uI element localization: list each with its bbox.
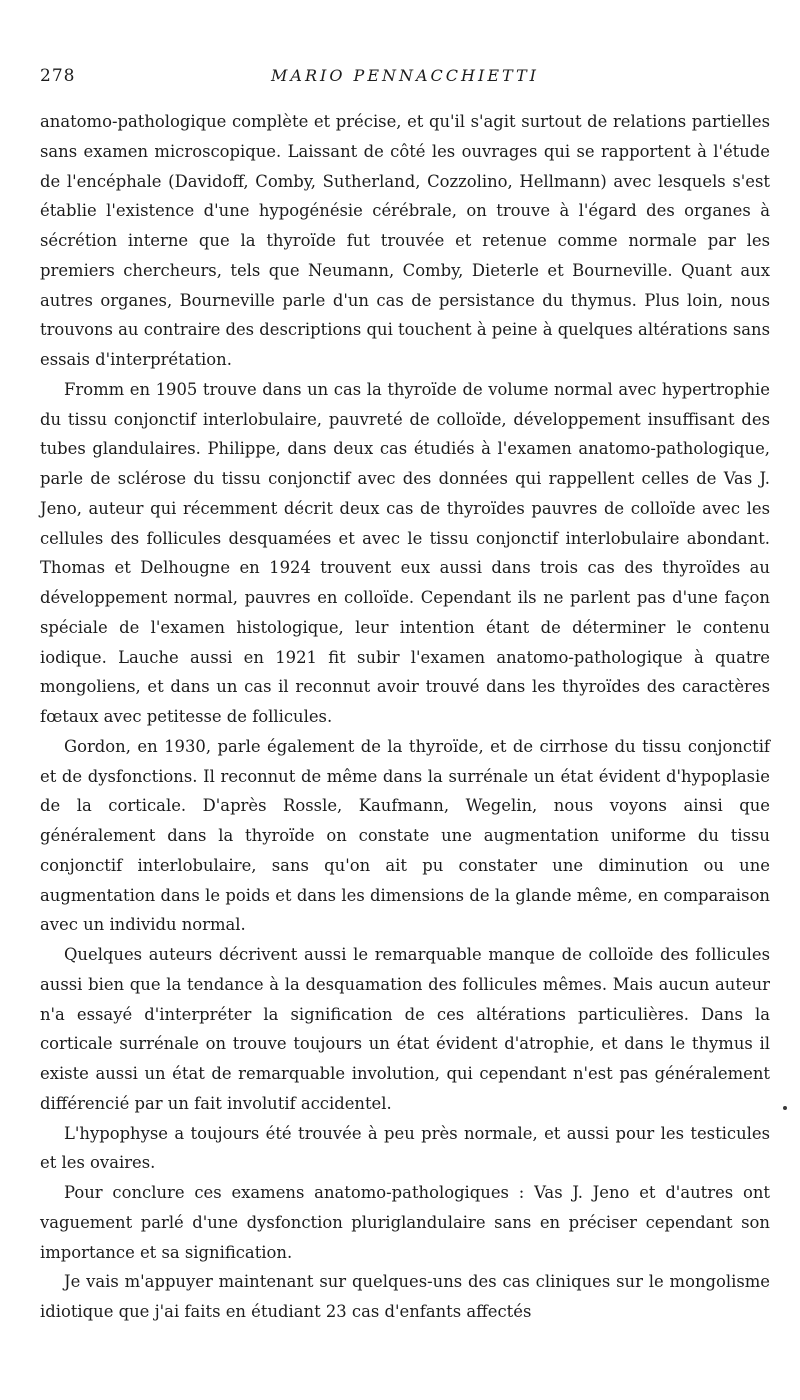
paragraph-continued: anatomo-pathologique complète et précise, et qu'il s'agit surtout de relations partielles sans examen microscopique. Laissant de côté les ouvrages qui se rapportent à l'étude de l'encéphale (Davidoff, Comby, Sutherland, Cozzolino, Hellmann) avec lesquels s'est établie l'existence d'une hypogénésie cérébrale, on trouve à l'égard des organes à sécrétion interne que la thyroïde fut trouvée et retenue comme normale par les premiers chercheurs, tels que Neumann, Comby, Dieterle et Bourneville. Quant aux autres organes, Bourneville parle d'un cas de persistance du thymus. Plus loin, nous trouvons au contraire des descriptions qui touchent à peine à quelques altérations sans essais d'interprétation. [40, 112, 770, 369]
page-header [40, 66, 770, 90]
running-head: MARIO PENNACCHIETTI [271, 66, 539, 85]
body-text [40, 107, 770, 1327]
paragraph-hypophyse: L'hypophyse a toujours été trouvée à peu près normale, et aussi pour les testicules et les ovaires. [40, 1123, 770, 1173]
paragraph-fromm: Fromm en 1905 trouve dans un cas la thyroïde de volume normal avec hypertrophie du tissu conjonctif interlobulaire, pauvreté de colloïde, développement insuffisant des tubes glandulaires. Philippe, dans deux cas étudiés à l'examen anatomo-pathologique, parle de sclérose du tissu conjonctif avec des données qui rappellent celles de Vas J. Jeno, auteur qui récemment décrit deux cas de thyroïdes pauvres de colloïde avec les cellules des follicules desquamées et avec le tissu conjonctif interlobulaire abondant. Thomas et Delhougne en 1924 trouvent eux aussi dans trois cas des thyroïdes au développement normal, pauvres en colloïde. Cependant ils ne parlent pas d'une façon spéciale de l'examen histologique, leur intention étant de déterminer le contenu iodique. Lauche aussi en 1921 fit subir l'examen anatomo-pathologique à quatre mongoliens, et dans un cas il reconnut avoir trouvé dans les thyroïdes des caractères fœtaux avec petitesse de follicules. [40, 379, 770, 726]
page-number: 278 [40, 66, 76, 86]
paragraph-conclusion: Pour conclure ces examens anatomo-pathologiques : Vas J. Jeno et d'autres ont vaguement parlé d'une dysfonction pluriglandulaire sans en préciser cependant son importance et sa signification. [40, 1183, 770, 1262]
paragraph-quelques-auteurs: Quelques auteurs décrivent aussi le remarquable manque de colloïde des follicules aussi bien que la tendance à la desquamation des follicules mêmes. Mais aucun auteur n'a essayé d'interpréter la signification de ces altérations particulières. Dans la corticale surrénale on trouve toujours un état évident d'atrophie, et dans le thymus il existe aussi un état de remarquable involution, qui cependant n'est pas généralement différencié par un fait involutif accidentel. [40, 945, 770, 1113]
margin-ink-speck [783, 1106, 787, 1110]
paragraph-cas-cliniques: Je vais m'appuyer maintenant sur quelques-uns des cas cliniques sur le mongolisme idiotique que j'ai faits en étudiant 23 cas d'enfants affectés [40, 1272, 770, 1321]
paragraph-gordon: Gordon, en 1930, parle également de la thyroïde, et de cirrhose du tissu conjonctif et de dysfonctions. Il reconnut de même dans la surrénale un état évident d'hypoplasie de la corticale. D'après Rossle, Kaufmann, Wegelin, nous voyons ainsi que généralement dans la thyroïde on constate une augmentation uniforme du tissu conjonctif interlobulaire, sans qu'on ait pu constater une diminution ou une augmentation dans le poids et dans les dimensions de la glande même, en comparaison avec un individu normal. [40, 736, 770, 935]
